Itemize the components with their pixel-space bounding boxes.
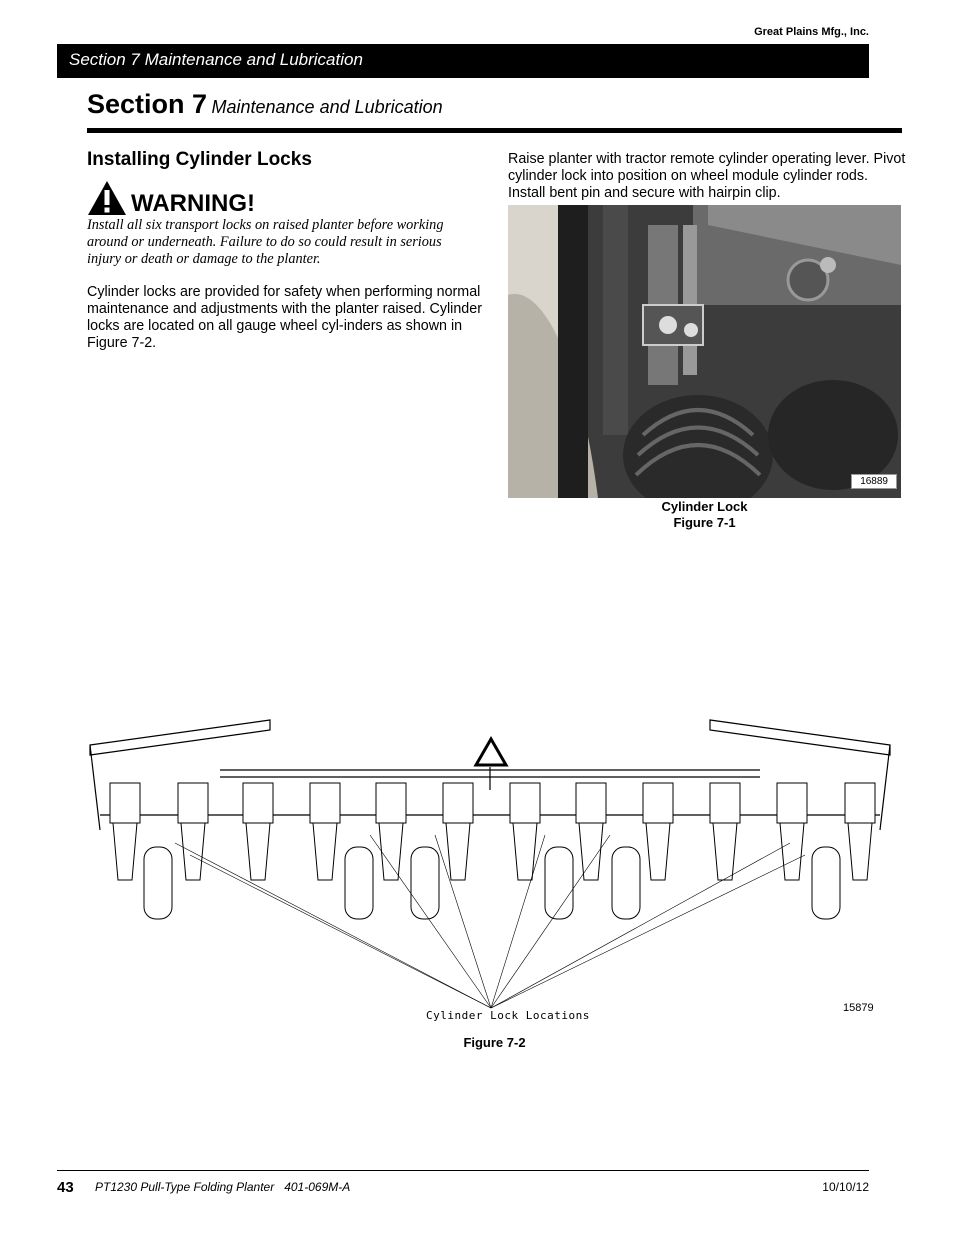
section-title [87,89,443,120]
caption-title: Cylinder Lock [661,499,748,514]
banner-text: Section 7 Maintenance and Lubrication [69,50,363,69]
photo-image [508,205,901,498]
warning-title: WARNING! [131,190,255,217]
callout-label: Cylinder Lock Locations [426,1009,590,1022]
drawing-number: 15879 [843,1002,874,1014]
manual-title: PT1230 Pull-Type Folding Planter 401-069M-A [95,1180,351,1194]
page-number: 43 [57,1179,74,1196]
photo-number: 16889 [851,474,897,489]
subsection-heading: Installing Cylinder Locks [87,149,312,170]
company-name: Great Plains Mfg., Inc. [754,26,869,38]
section-number: Section 7 [87,89,208,119]
footer-date: 10/10/12 [822,1180,869,1194]
warning-icon [87,180,127,216]
section-banner [57,44,869,77]
warning-text: Install all six transport locks on raised planter before working around or underneath. Failure to do so could result in serious injury or death or damage to the planter. [87,217,444,267]
title-rule [87,128,902,133]
section-subtitle: Maintenance and Lubrication [211,97,443,117]
install-instructions: Raise planter with tractor remote cylinder operating lever. Pivot cylinder lock into position on wheel module cylinder rods. Install bent pin and secure with hairpin clip. [508,151,906,201]
cylinder-lock-photo [508,205,901,498]
cylinder-locks-paragraph: Cylinder locks are provided for safety when performing normal maintenance and adjustments with the planter raised. Cylinder locks are located on all gauge wheel cyl-inders as shown in Figure 7-2. [87,284,482,351]
planter-diagram [80,695,900,1025]
header-rule [57,77,869,78]
figure-7-1-caption [508,499,901,531]
figure-7-2-caption: Figure 7-2 [463,1035,526,1050]
footer-rule [57,1170,869,1171]
caption-label: Figure 7-1 [673,515,736,530]
